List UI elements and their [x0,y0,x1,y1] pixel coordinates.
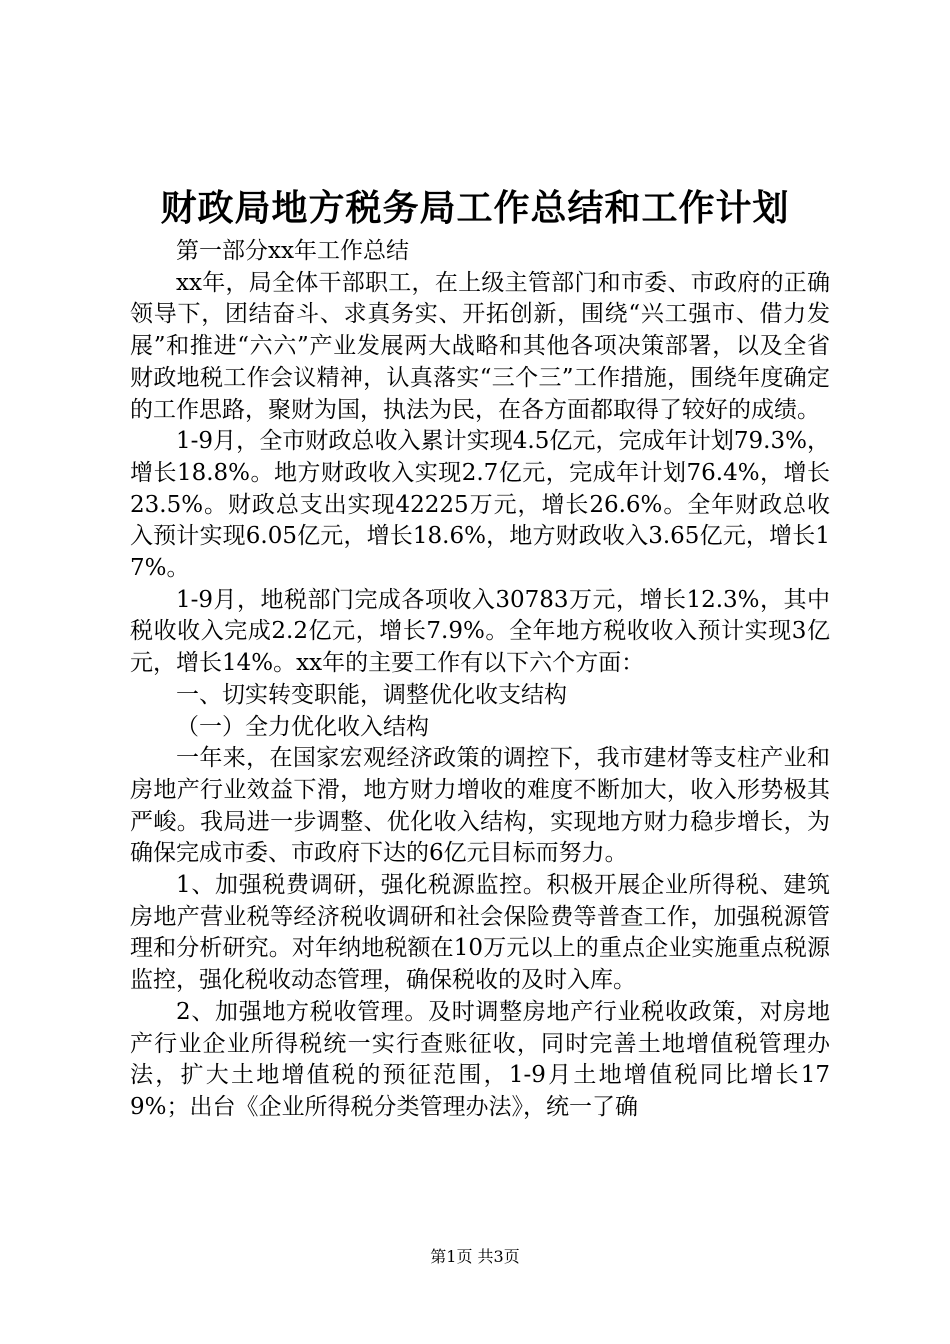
page-number-footer: 第1页 共3页 [430,1247,520,1266]
document-body [130,236,830,1124]
section-heading-one: 一、切实转变职能，调整优化收支结构 [176,681,567,708]
paragraph-intro: xx年，局全体干部职工，在上级主管部门和市委、市政府的正确领导下，团结奋斗、求真务实、开拓创新，围绕“兴工强市、借力发展”和推进“六六”产业发展两大战略和其他各项决策部署，以及全省财政地税工作会议精神，认真落实“三个三”工作措施，围绕年度确定的工作思路，聚财为国，执法为民，在各方面都取得了较好的成绩。 [130,269,830,423]
paragraph-item-1: 1、加强税费调研，强化税源监控。积极开展企业所得税、建筑房地产营业税等经济税收调研和社会保险费等普查工作，加强税源管理和分析研究。对年纳地税额在10万元以上的重点企业实施重点税源监控，强化税收动态管理，确保税收的及时入库。 [130,872,830,994]
section-heading-part-one: 第一部分xx年工作总结 [176,238,409,264]
paragraph-tax-revenue: 1-9月，地税部门完成各项收入30783万元，增长12.3%，其中税收收入完成2.2亿元，增长7.9%。全年地方税收收入预计实现3亿元，增长14%。xx年的主要工作有以下六个方面： [130,586,830,677]
paragraph-item-2: 2、加强地方税收管理。及时调整房地产行业税收政策，对房地产行业企业所得税统一实行查账征收，同时完善土地增值税管理办法，扩大土地增值税的预征范围，1-9月土地增值税同比增长179%；出台《企业所得税分类管理办法》，统一了确 [130,998,830,1120]
paragraph-income-structure: 一年来，在国家宏观经济政策的调控下，我市建材等支柱产业和房地产行业效益下滑，地方财力增收的难度不断加大，收入形势极其严峻。我局进一步调整、优化收入结构，实现地方财力稳步增长，为确保完成市委、市政府下达的6亿元目标而努力。 [130,745,830,867]
subsection-heading-one: （一）全力优化收入结构 [176,713,429,740]
paragraph-finance-revenue: 1-9月，全市财政总收入累计实现4.5亿元，完成年计划79.3%，增长18.8%。地方财政收入实现2.7亿元，完成年计划76.4%，增长23.5%。财政总支出实现42225万元，增长26.6%。全年财政总收入预计实现6.05亿元，增长18.6%，地方财政收入3.65亿元，增长17%。 [130,428,830,582]
document-title: 财政局地方税务局工作总结和工作计划 [160,187,790,229]
